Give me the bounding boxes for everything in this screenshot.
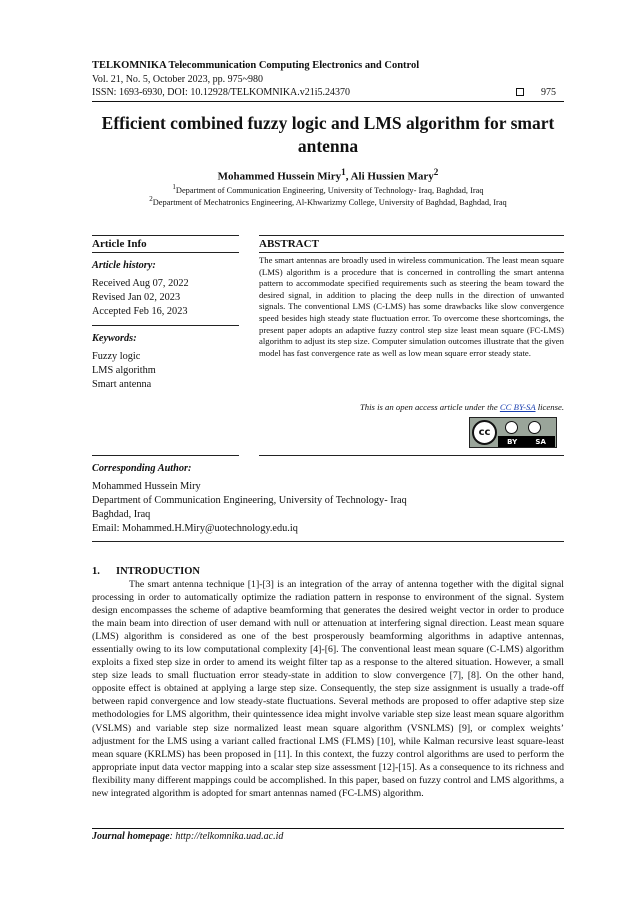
cc-by-sa-badge-icon[interactable] bbox=[469, 417, 557, 448]
share-alike-icon bbox=[528, 421, 541, 434]
article-info-heading: Article Info bbox=[92, 238, 147, 250]
cc-badge-label bbox=[498, 436, 555, 447]
journal-issn: ISSN: 1693-6930, DOI: 10.12928/TELKOMNIKA.v21i5.24370 bbox=[92, 87, 351, 98]
corresponding-dept: Department of Communication Engineering, University of Technology- Iraq bbox=[92, 495, 407, 506]
divider bbox=[92, 235, 239, 236]
keyword-item: Fuzzy logic bbox=[92, 351, 141, 362]
affiliation-text: Department of Communication Engineering, University of Technology- Iraq, Baghdad, Iraq bbox=[175, 185, 484, 195]
divider bbox=[259, 252, 564, 253]
author-affil-sup: 1 bbox=[341, 167, 346, 177]
author-separator: , bbox=[345, 170, 351, 183]
keywords-label: Keywords: bbox=[92, 333, 137, 344]
section-title: INTRODUCTION bbox=[116, 566, 201, 577]
history-revised: Revised Jan 02, 2023 bbox=[92, 292, 181, 303]
abstract-body: The smart antennas are broadly used in wireless communication. The least mean square (LMS) algorithm is a procedure that is concerned in controlling the smart antenna pattern to accommodate specified requirements such as steering the beam toward the desired signal, in addition to placing the deep nulls in the direction of unwanted signals. The conventional LMS (C-LMS) has some drawbacks like slow convergence speed besides high steady state fluctuation error. To overcome these shortcomings, the present paper adopts an adaptive fuzzy control step size least mean square (FC-LMS) algorithm to adjust its step size. Computer simulation outcomes illustrate that the given model has fast convergence rate as well as low mean square error steady state. bbox=[259, 255, 564, 358]
section-heading bbox=[92, 566, 200, 577]
history-received: Received Aug 07, 2022 bbox=[92, 278, 189, 289]
author-name: Mohammed Hussein Miry bbox=[217, 170, 342, 183]
affiliation bbox=[92, 183, 564, 195]
homepage-label: Journal homepage bbox=[92, 831, 170, 842]
divider bbox=[259, 235, 564, 236]
affiliation-sup: 2 bbox=[149, 195, 153, 203]
divider bbox=[92, 325, 239, 326]
divider bbox=[92, 455, 239, 456]
journal-homepage bbox=[92, 831, 283, 842]
keyword-item: Smart antenna bbox=[92, 379, 152, 390]
author-list bbox=[92, 167, 564, 183]
homepage-sep: : bbox=[169, 831, 176, 842]
divider bbox=[92, 252, 239, 253]
divider bbox=[259, 455, 564, 456]
license-link[interactable]: CC BY-SA bbox=[499, 402, 536, 412]
section-number: 1. bbox=[92, 566, 100, 577]
page-number: 975 bbox=[541, 87, 556, 98]
checkbox-square-icon bbox=[516, 88, 524, 96]
corresponding-city: Baghdad, Iraq bbox=[92, 509, 151, 520]
corresponding-email: Email: Mohammed.H.Miry@uotechnology.edu.iq bbox=[92, 523, 298, 534]
author-affil-sup: 2 bbox=[433, 167, 439, 177]
cc-by-label: BY bbox=[507, 437, 518, 446]
paper-title: Efficient combined fuzzy logic and LMS algorithm for smart antenna bbox=[101, 113, 555, 156]
license-statement bbox=[259, 402, 564, 412]
corresponding-author-label: Corresponding Author: bbox=[92, 463, 192, 474]
introduction-body: The smart antenna technique [1]-[3] is an integration of the array of antenna together with the digital signal processing in order to automatically optimize the radiation pattern in response to environment of the signal. System design encompasses the scheme of adaptive beamforming that generates the desired weight vector in order to produce the main beam into direction of user demand with null or attenuation at interfering signal direction. Least mean square (LMS) algorithm is considered as one of the best prosperously beamforming algorithms in adaptive antennas, essentially owing to its low computational complexity [4]-[6]. The conventional least mean square (C-LMS) algorithm exploits a fixed step size in order to amend its weight filter tap as a response to the altered situation. However, a small step size leads to small fluctuation error steady-state in addition to slow convergence [7], [8]. On the other hand, opposite effect is obtained at applying a large step size. Consequently, the step size assignment is usually a trade-off between rapid convergence and low steady-state fluctuations. Several methods are proposed to offer adaptive step size methodologies for LMS algorithm, their quintessence idea might involve variable step size least mean square algorithm (VSLMS) and variable step size normalized least mean square algorithm (VSNLMS) [9], or complex weights’ adjustment for the LMS using a variant called fractional LMS (FLMS) [10], while Kalman recursive least square-least mean square (KRLMS) has been proposed in [11]. In this context, the fuzzy control algorithms are used to perform the appropriate input data vector mapping into a scalar step size assessment [12]-[15]. As a consequence to its richness and flexibility many different mappings could be accomplished. In this paper, based on fuzzy control and LMS algorithms, a new integrated algorithm is adopted for smart antennas named (FC-LMS) algorithm. bbox=[92, 579, 564, 799]
attribution-person-icon bbox=[505, 421, 518, 434]
history-accepted: Accepted Feb 16, 2023 bbox=[92, 306, 188, 317]
cc-sa-label: SA bbox=[535, 437, 546, 446]
license-prefix: This is an open access article under the bbox=[359, 402, 500, 412]
affiliation-sup: 1 bbox=[172, 183, 176, 191]
journal-name: TELKOMNIKA Telecommunication Computing Electronics and Control bbox=[92, 60, 420, 71]
homepage-url[interactable]: http://telkomnika.uad.ac.id bbox=[175, 831, 284, 842]
header-rule bbox=[92, 101, 564, 102]
affiliation bbox=[92, 195, 564, 207]
keyword-item: LMS algorithm bbox=[92, 365, 156, 376]
affiliation-text: Department of Mechatronics Engineering, Al-Khwarizmy College, University of Baghdad, Baghdad, Iraq bbox=[152, 197, 507, 207]
license-suffix: license. bbox=[535, 402, 564, 412]
author-name: Ali Hussien Mary bbox=[350, 170, 434, 183]
journal-volume: Vol. 21, No. 5, October 2023, pp. 975~980 bbox=[92, 74, 264, 85]
article-history-label: Article history: bbox=[92, 260, 156, 271]
cc-logo-icon: cc bbox=[472, 420, 497, 445]
divider bbox=[92, 541, 564, 542]
footer-rule bbox=[92, 828, 564, 829]
corresponding-name: Mohammed Hussein Miry bbox=[92, 481, 201, 492]
abstract-heading: ABSTRACT bbox=[259, 238, 319, 250]
